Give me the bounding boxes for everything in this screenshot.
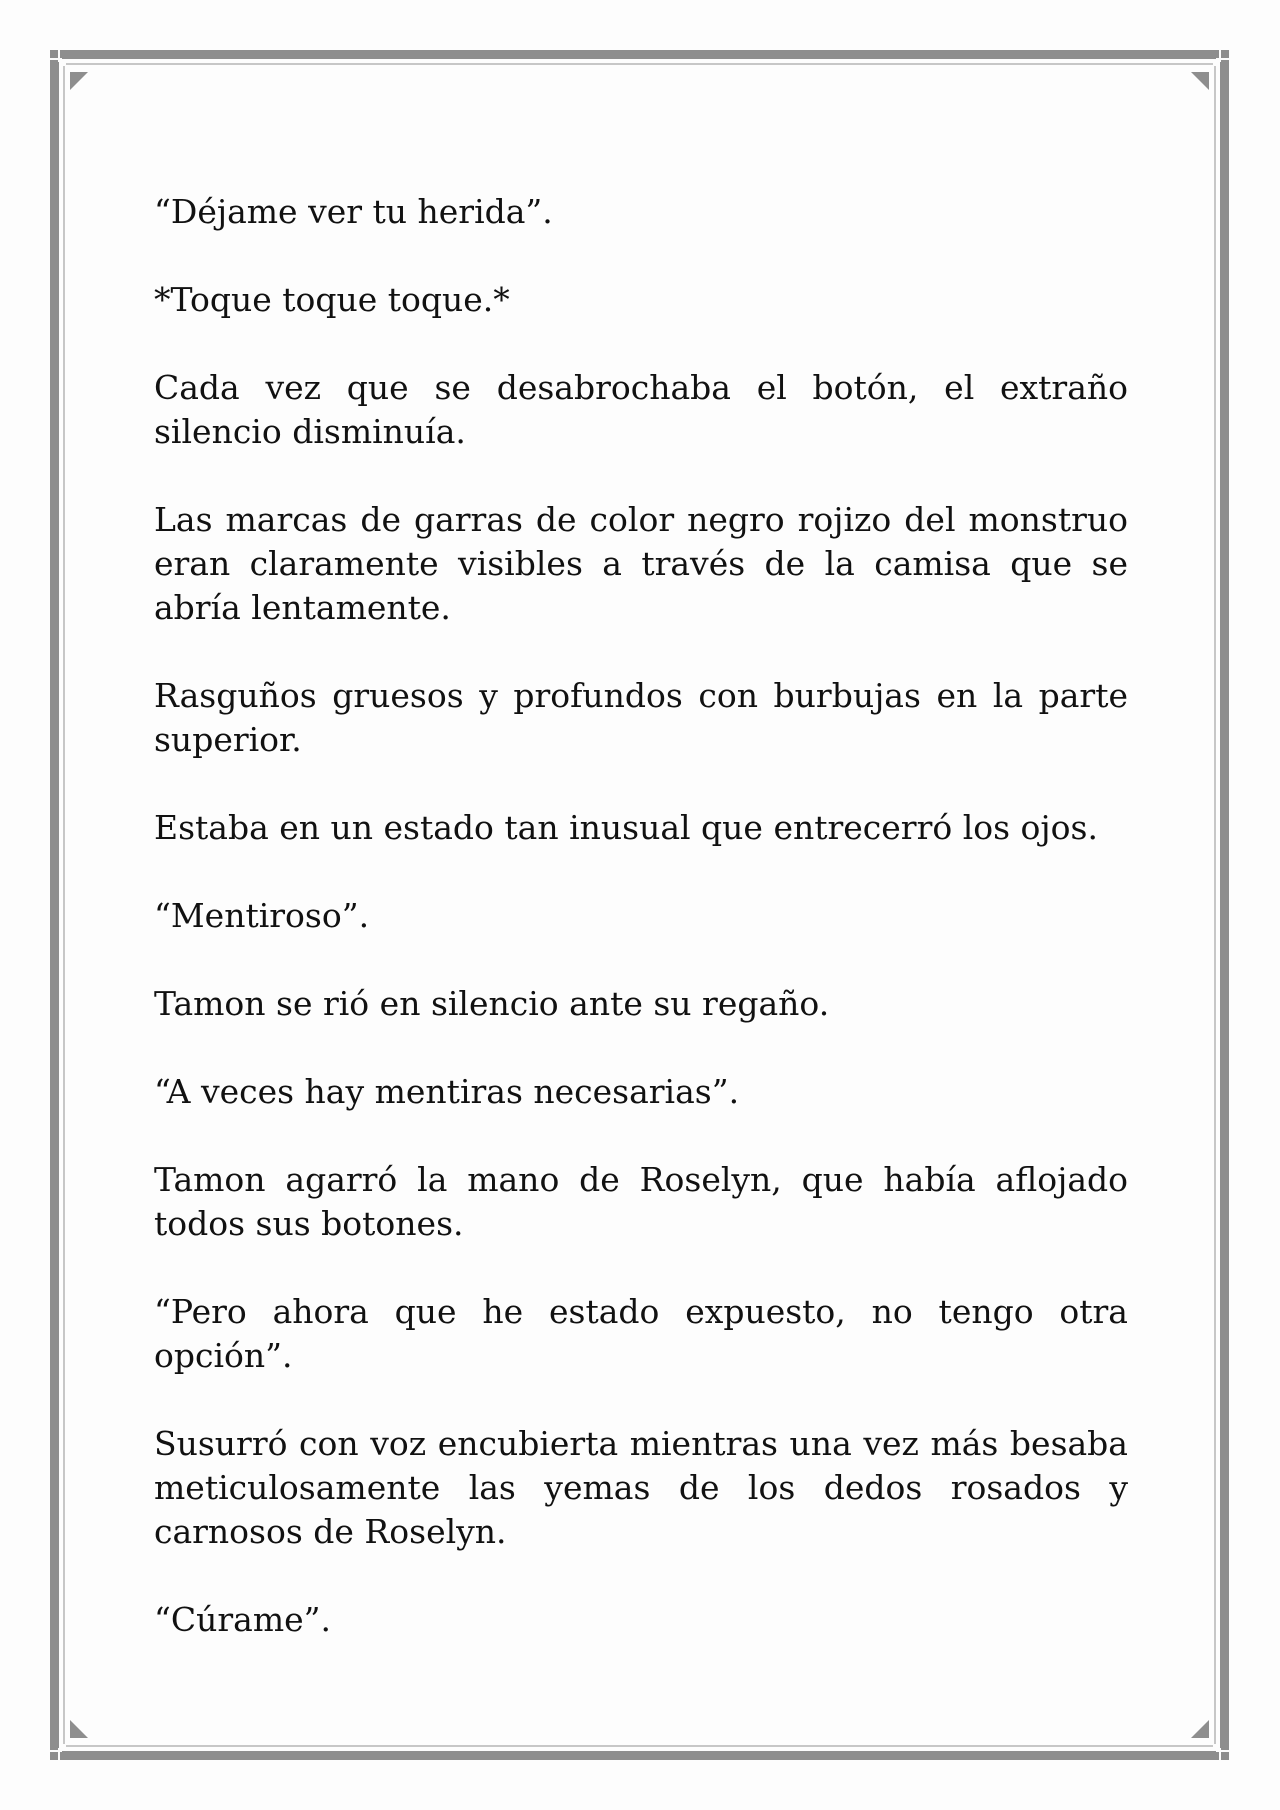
paragraph: Estaba en un estado tan inusual que entrecerró los ojos. — [154, 808, 1098, 847]
paragraph: Cada vez que se desabrochaba el botón, el extraño silencio disminuía. — [154, 368, 1128, 451]
paragraph: Tamon agarró la mano de Roselyn, que había aflojado todos sus botones. — [154, 1160, 1128, 1243]
frame-top-border — [62, 50, 1216, 59]
paragraph: “Déjame ver tu herida”. — [154, 192, 553, 231]
paragraph: *Toque toque toque.* — [154, 280, 510, 319]
paragraph: “Cúrame”. — [154, 1600, 332, 1639]
paragraph: Susurró con voz encubierta mientras una vez más besaba meticulosamente las yemas de los dedos rosados y carnosos de Roselyn. — [154, 1424, 1128, 1551]
paragraph: Las marcas de garras de color negro rojizo del monstruo eran claramente visibles a través de la camisa que se abría lentamente. — [154, 500, 1128, 627]
frame-right-border — [1220, 62, 1229, 1748]
paragraph: Rasguños gruesos y profundos con burbujas en la parte superior. — [154, 676, 1128, 759]
story-text — [154, 190, 1128, 1686]
paragraph: “Pero ahora que he estado expuesto, no tengo otra opción”. — [154, 1292, 1128, 1375]
frame-left-border — [50, 62, 59, 1748]
paragraph: Tamon se rió en silencio ante su regaño. — [154, 984, 830, 1023]
frame-bottom-border — [62, 1751, 1216, 1760]
paragraph: “A veces hay mentiras necesarias”. — [154, 1072, 740, 1111]
paragraph: “Mentiroso”. — [154, 896, 370, 935]
